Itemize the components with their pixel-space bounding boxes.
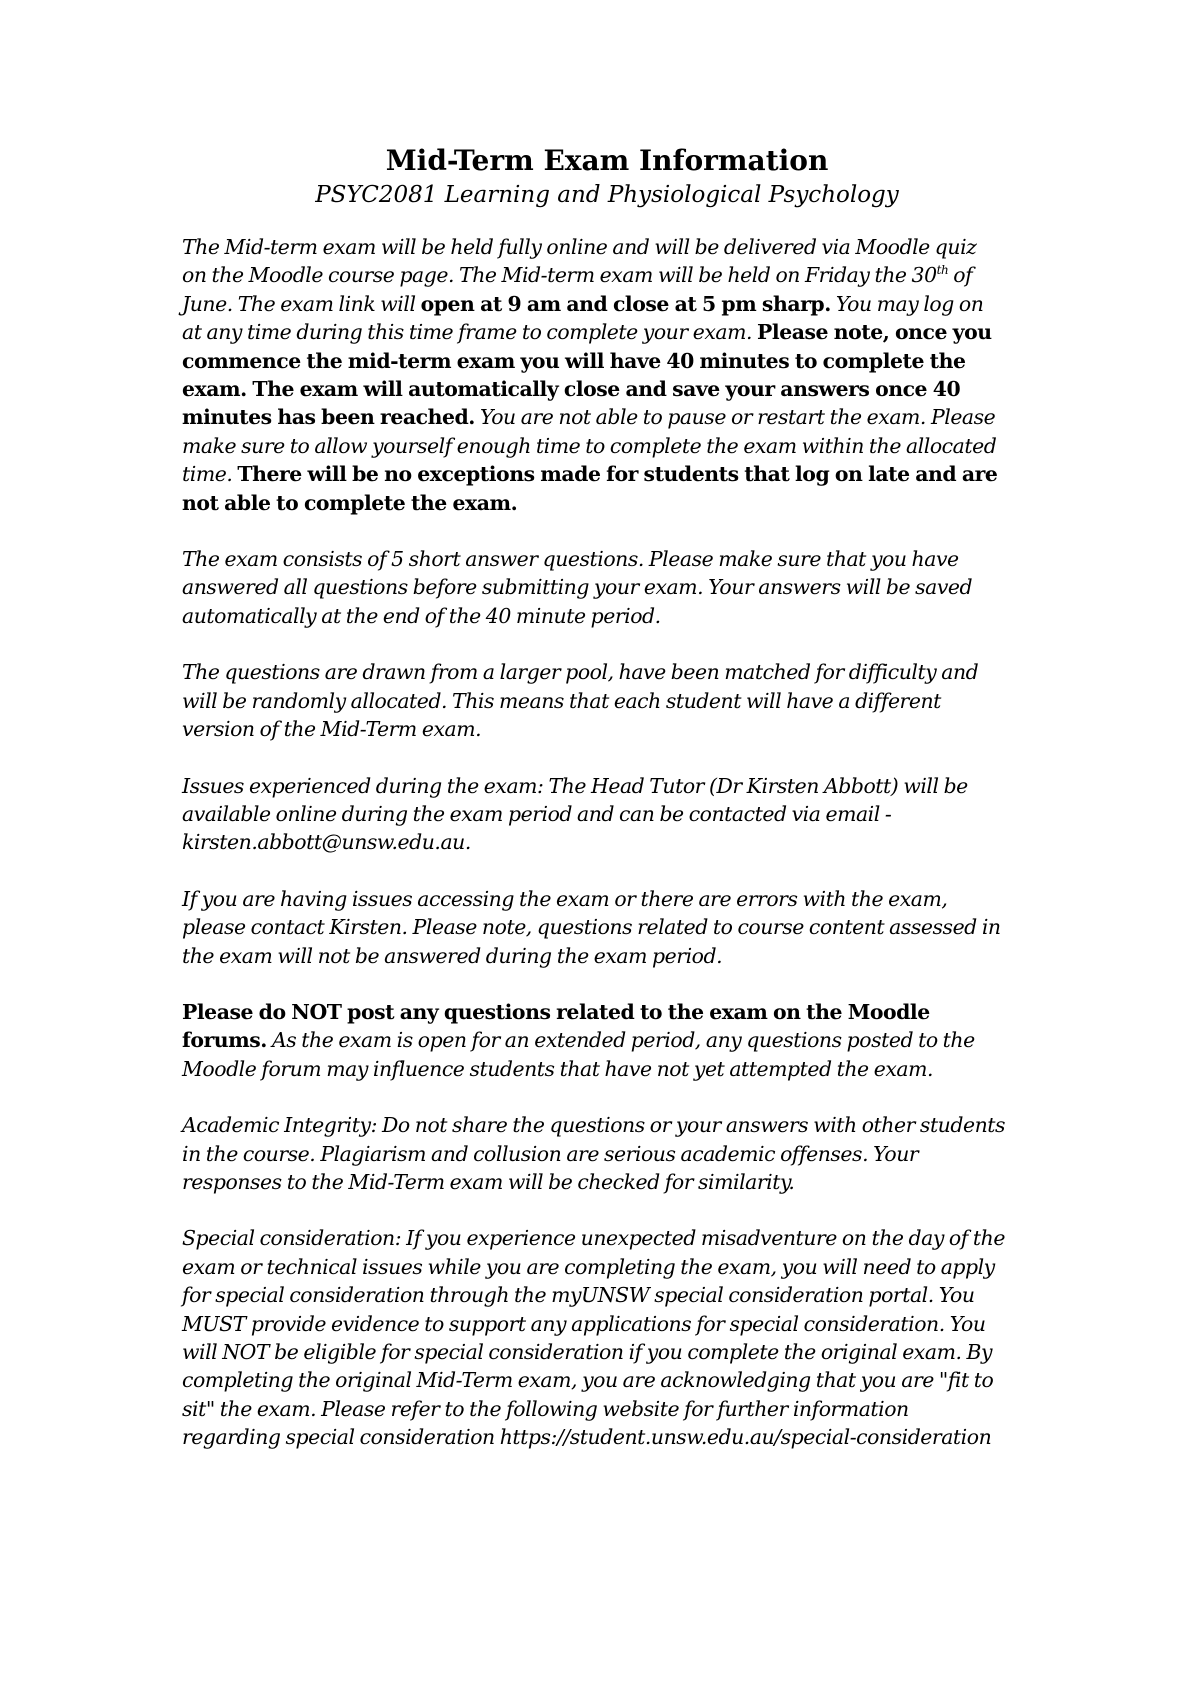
bold-text: minutes has been reached. bbox=[182, 405, 475, 430]
text-line: in the course. Plagiarism and collusion are serious academic offenses. Your bbox=[182, 1141, 919, 1166]
text-line: automatically at the end of the 40 minute period. bbox=[182, 603, 661, 628]
text-line: version of the Mid-Term exam. bbox=[182, 717, 482, 742]
text-line: As the exam is open for an extended period, any questions posted to the bbox=[266, 1028, 975, 1053]
special-consideration-paragraph bbox=[182, 1224, 1032, 1451]
text-line: will NOT be eligible for special consideration if you complete the original exam. By bbox=[182, 1340, 993, 1364]
bold-text: There will be no exceptions made for students that log on late and are bbox=[237, 462, 998, 487]
text-line: please contact Kirsten. Please note, questions related to course content assessed in bbox=[182, 915, 1001, 940]
text-line: on the Moodle course page. The Mid-term exam will be held on Friday the 30 bbox=[182, 263, 937, 288]
text-line: The questions are drawn from a larger pool, have been matched for difficulty and bbox=[182, 660, 979, 685]
access-issues-paragraph bbox=[182, 885, 1032, 970]
text-line: Special consideration: If you experience unexpected misadventure on the day of the bbox=[182, 1226, 1005, 1251]
text-line: completing the original Mid-Term exam, you are acknowledging that you are "fit to bbox=[182, 1368, 994, 1393]
text-line: answered all questions before submitting your exam. Your answers will be saved bbox=[182, 575, 973, 600]
text-line: Moodle forum may influence students that have not yet attempted the exam. bbox=[182, 1056, 933, 1081]
page-title: Mid-Term Exam Information bbox=[385, 144, 829, 177]
text-line: time. bbox=[182, 462, 238, 487]
text-line: MUST provide evidence to support any applications for special consideration. You bbox=[182, 1311, 986, 1336]
text-line: If you are having issues accessing the exam or there are errors with the exam, bbox=[182, 886, 948, 911]
question-pool-paragraph bbox=[182, 658, 1032, 743]
academic-integrity-paragraph bbox=[182, 1111, 1032, 1196]
text-line: June. The exam link will bbox=[182, 291, 421, 316]
text-line: The Mid-term exam will be held fully online and will be delivered via Moodle quiz bbox=[182, 235, 977, 259]
exam-overview-paragraph bbox=[182, 233, 1032, 517]
document-page bbox=[182, 143, 1032, 1480]
text-line: will be randomly allocated. This means that each student will have a different bbox=[182, 688, 941, 713]
text-line: You may log on bbox=[830, 291, 984, 316]
bold-text: not able to complete the exam. bbox=[182, 490, 518, 515]
text-line: the exam will not be answered during the exam period. bbox=[182, 943, 723, 968]
page-subtitle: PSYC2081 Learning and Physiological Psychology bbox=[315, 182, 899, 208]
ordinal-suffix: th bbox=[936, 263, 949, 278]
text-line: make sure to allow yourself enough time to complete the exam within the allocated bbox=[182, 433, 997, 458]
text-line: Academic Integrity: Do not share the questions or your answers with other students bbox=[182, 1113, 1006, 1138]
bold-text: exam. The exam will automatically close and save your answers once 40 bbox=[182, 377, 961, 402]
bold-text: Please do NOT post any questions related to the exam on the Moodle bbox=[182, 999, 930, 1024]
bold-text: forums. bbox=[182, 1028, 267, 1053]
issues-contact-paragraph bbox=[182, 772, 1032, 857]
text-line: The exam consists of 5 short answer questions. Please make sure that you have bbox=[182, 547, 959, 572]
text-line: for special consideration through the myUNSW special consideration portal. You bbox=[182, 1283, 975, 1308]
contact-email[interactable]: kirsten.abbott@unsw.edu.au. bbox=[182, 830, 471, 855]
text-line: You are not able to pause or restart the exam. Please bbox=[474, 405, 996, 430]
text-line: sit" the exam. Please refer to the following website for further information bbox=[182, 1396, 909, 1421]
exam-structure-paragraph bbox=[182, 545, 1032, 630]
bold-text: Please note, once you bbox=[757, 320, 992, 345]
bold-text: open at 9 am and close at 5 pm sharp. bbox=[420, 291, 831, 316]
text-line: Issues experienced during the exam: The Head Tutor (Dr Kirsten Abbott) will be bbox=[182, 773, 968, 798]
text-line: exam or technical issues while you are completing the exam, you will need to apply bbox=[182, 1254, 995, 1279]
text-line: at any time during this time frame to complete your exam. bbox=[182, 320, 758, 345]
special-consideration-link-line[interactable]: regarding special consideration https://student.unsw.edu.au/special-consideration bbox=[182, 1425, 992, 1450]
text-line: of bbox=[948, 263, 973, 288]
text-line: responses to the Mid-Term exam will be checked for similarity. bbox=[182, 1169, 795, 1194]
text-line: available online during the exam period and can be contacted via email - bbox=[182, 801, 892, 826]
bold-text: commence the mid-term exam you will have 40 minutes to complete the bbox=[182, 348, 966, 373]
forum-warning-paragraph bbox=[182, 998, 1032, 1083]
